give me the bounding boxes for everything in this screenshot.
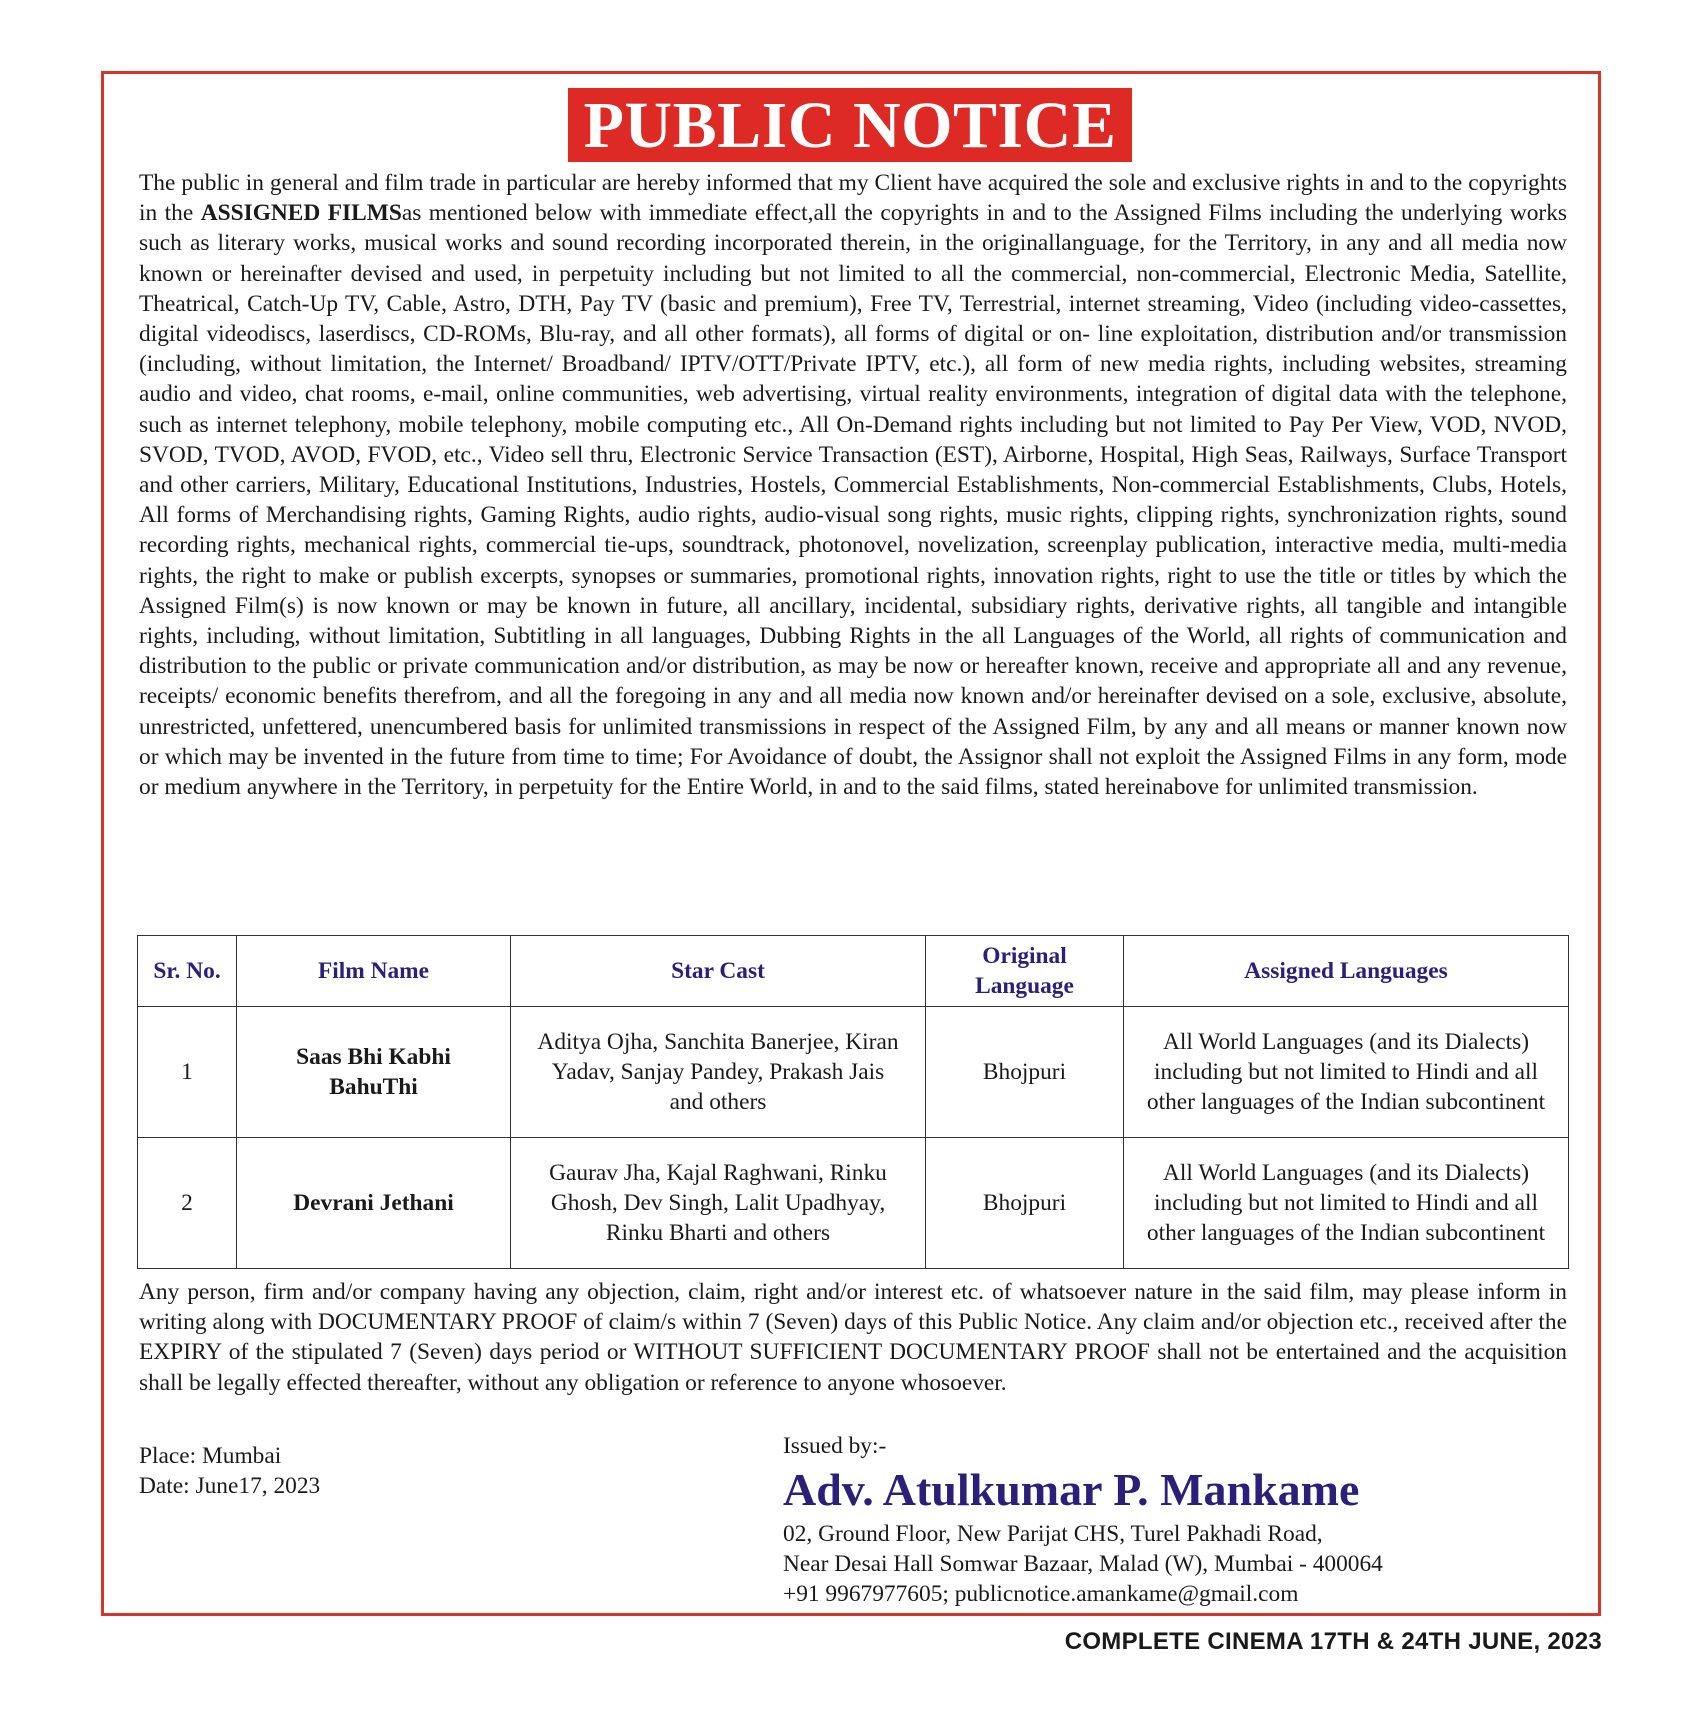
table-row: [138, 1138, 1569, 1269]
contact-line: +91 9967977605; publicnotice.amankame@gmail.com: [783, 1581, 1299, 1607]
issued-by-label: Issued by:-: [783, 1433, 887, 1459]
table-header-row: [138, 936, 1569, 1007]
header-assigned-languages: Assigned Languages: [1124, 936, 1569, 1007]
assigned-films-term: ASSIGNED FILMS: [200, 200, 402, 227]
assigned-languages-cell: All World Languages (and its Dialects) including but not limited to Hindi and all other languages of the Indian subcontinent: [1124, 1007, 1569, 1138]
header-star-cast: Star Cast: [511, 936, 926, 1007]
sr-no-cell: 2: [138, 1138, 237, 1269]
notice-body-part2: as mentioned below with immediate effect,all the copyrights in and to the Assigned Films including the underlying works such as literary works, musical works and sound recording incorporated therein, in the originallanguage, for the Territory, in any and all media now known or hereinafter devised and used, in perpetuity including but not limited to all the commercial, non-commercial, Electronic Media, Satellite, Theatrical, Catch-Up TV, Cable, Astro, DTH, Pay TV (basic and premium), Free TV, Terrestrial, internet streaming, Video (including video-cassettes, digital videodiscs, laserdiscs, CD-ROMs, Blu-ray, and all other formats), all forms of digital or on- line exploitation, distribution and/or transmission (including, without limitation, the Internet/ Broadband/ IPTV/OTT/Private IPTV, etc.), all form of new media rights, including websites, streaming audio and video, chat rooms, e-mail, online communities, web advertising, virtual reality environments, integration of digital data with the telephone, such as internet telephony, mobile telephony, mobile computing etc., All On-Demand rights including but not limited to Pay Per View, VOD, NVOD, SVOD, TVOD, AVOD, FVOD, etc., Video sell thru, Electronic Service Transaction (EST), Airborne, Hospital, High Seas, Railways, Surface Transport and other carriers, Military, Educational Institutions, Industries, Hostels, Commercial Establishments, Non-commercial Establishments, Clubs, Hotels, All forms of Merchandising rights, Gaming Rights, audio rights, audio-visual song rights, music rights, clipping rights, synchronization rights, sound recording rights, mechanical rights, commercial tie-ups, soundtrack, photonovel, novelization, screenplay publication, interactive media, multi-media rights, the right to make or publish excerpts, synopses or summaries, promotional rights, innovation rights, right to use the title or titles by which the Assigned Film(s) is now known or may be known in future, all ancillary, incidental, subsidiary rights, derivative rights, all tangible and intangible rights, including, without limitation, Subtitling in all languages, Dubbing Rights in the all Languages of the World, all rights of communication and distribution to the public or private communication and/or distribution, as may be now or hereafter known, receive and appropriate all and any revenue, receipts/ economic benefits therefrom, and all the foregoing in any and all media now known and/or hereinafter devised on a sole, exclusive, absolute, unrestricted, unfettered, unencumbered basis for unlimited transmissions in respect of the Assigned Film, by any and all means or manner known now or which may be invented in the future from time to time; For Avoidance of doubt, the Assignor shall not exploit the Assigned Films in any form, mode or medium anywhere in the Territory, in perpetuity for the Entire World, in and to the said films, stated hereinabove for unlimited transmission.: [139, 200, 1567, 801]
table-row: [138, 1007, 1569, 1138]
advocate-name: Adv. Atulkumar P. Mankame: [783, 1464, 1360, 1515]
notice-body: [139, 168, 1567, 802]
film-name-cell: Devrani Jethani: [237, 1138, 511, 1269]
header-sr-no: Sr. No.: [138, 936, 237, 1007]
address-line-1: 02, Ground Floor, New Parijat CHS, Turel Pakhadi Road,: [783, 1521, 1323, 1547]
notice-body-part1: The public in general and film trade in particular are hereby informed that my Client have acquired the sole and exclusive rights in and to the copyrights in the: [139, 170, 1567, 227]
date-text: Date: June17, 2023: [139, 1473, 321, 1500]
header-original-language: Original Language: [926, 936, 1124, 1007]
star-cast-cell: Aditya Ojha, Sanchita Banerjee, Kiran Yadav, Sanjay Pandey, Prakash Jais and others: [511, 1007, 926, 1138]
films-table: [137, 935, 1569, 1269]
issuer-address: [783, 1519, 1383, 1609]
publication-footer: COMPLETE CINEMA 17TH & 24TH JUNE, 2023: [1064, 1628, 1602, 1655]
original-language-cell: Bhojpuri: [926, 1007, 1124, 1138]
address-line-2: Near Desai Hall Somwar Bazaar, Malad (W), Mumbai - 400064: [783, 1551, 1383, 1577]
notice-title: PUBLIC NOTICE: [568, 88, 1133, 162]
assigned-languages-cell: All World Languages (and its Dialects) including but not limited to Hindi and all other languages of the Indian subcontinent: [1124, 1138, 1569, 1269]
original-language-cell: Bhojpuri: [926, 1138, 1124, 1269]
place-text: Place: Mumbai: [139, 1443, 282, 1469]
star-cast-cell: Gaurav Jha, Kajal Raghwani, Rinku Ghosh, Dev Singh, Lalit Upadhyay, Rinku Bharti and others: [511, 1138, 926, 1269]
film-name-cell: Saas Bhi Kabhi BahuThi: [237, 1007, 511, 1138]
header-film-name: Film Name: [237, 936, 511, 1007]
place-date-block: [139, 1441, 320, 1501]
objection-paragraph: Any person, firm and/or company having any objection, claim, right and/or interest etc. of whatsoever nature in the said film, may please inform in writing along with DOCUMENTARY PROOF of claim/s within 7 (Seven) days of this Public Notice. Any claim and/or objection etc., received after the EXPIRY of the stipulated 7 (Seven) days period or WITHOUT SUFFICIENT DOCUMENTARY PROOF shall not be entertained and the acquisition shall be legally effected thereafter, without any obligation or reference to anyone whosoever.: [139, 1279, 1567, 1396]
sr-no-cell: 1: [138, 1007, 237, 1138]
title-container: [0, 88, 1700, 162]
